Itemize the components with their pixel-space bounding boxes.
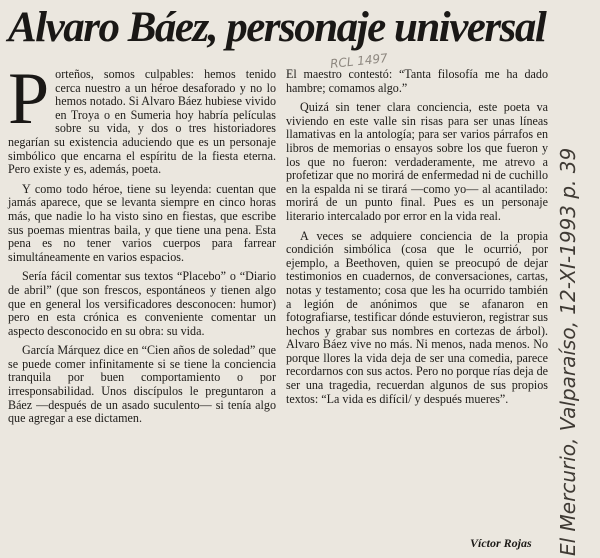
paragraph: Y como todo héroe, tiene su leyenda: cuentan que jamás aparece, que se levanta siempre en cinco horas más, que nadie lo ha visto sino en fiestas, que escribe sus poemas mientras baila, y que tiene una pena. Esta pena es no tener varios cuerpos para farrear simultáneamente en varios espacios. [8, 181, 276, 264]
author-byline: Víctor Rojas [470, 536, 532, 550]
headline: Alvaro Báez, personaje universal [8, 4, 546, 51]
paragraph: A veces se adquiere conciencia de la propia condición simbólica (cosa que le ocurrió, por ejemplo, a Beethoven, quien se preocupó de dejar testimonios en cuadernos, de conversaciones, cartas, notas y testamento; cosa que les ha ocurrido también a legión de anónimos que se afanaron en fotografiarse, testificar dónde estuvieron, registrar sus hechos y grabar sus nombres en cortezas de árbol). Alvaro Báez vive no más. Ni menos, nada menos. No porque llores la vida deja de ser una comedia, parece recordarnos con sus actos. Pero no porque rías deja de ser una tragedia, recuerdan algunos de sus propios textos: “La vida es difícil/ y después mueres”. [286, 228, 548, 406]
catalog-mark: RCL 1497 [329, 51, 389, 71]
handwritten-source-note: El Mercurio, Valparaíso, 12-XI-1993 p. 39 [556, 147, 580, 556]
drop-cap: P [8, 58, 50, 140]
paragraph: Sería fácil comentar sus textos “Placebo” o “Diario de abril” (que son frescos, espontáneos y tienen algo que en general los versificadores desconocen: humor) pero en esta crónica es conveniente comentar un aspecto desconocido en su obra: su vida. [8, 269, 276, 338]
paragraph [8, 58, 276, 177]
left-column [8, 58, 276, 432]
paragraph: El maestro contestó: “Tanta filosofía me ha dado hambre; comamos algo.” [286, 67, 548, 95]
right-column [286, 68, 548, 412]
paragraph: Quizá sin tener clara conciencia, este poeta va viviendo en este valle sin risas para ser unas líneas llamativas en la antología; para ser varios párrafos en libros de memorias o ensayos sobre los que fueron y los que no fueron: verdaderamente, me atrevo a profetizar que no morirá de enfermedad ni de cuchillo en la espalda ni se tirará —como yo— al acantilado: morirá de un punto final. Pues es un personaje literario intercalado por error en la vida real. [286, 100, 548, 223]
paragraph: García Márquez dice en “Cien años de soledad” que se puede comer infinitamente si se tiene la conciencia tranquila por buen comportamiento o por irresponsabilidad. Unos discípulos le preguntaron a Báez —después de un asado suculento— si tenía algo que agregar a ese dictamen. [8, 343, 276, 426]
paragraph-text: orteños, somos culpables: hemos tenido cerca nuestro a un héroe desaforado y no lo hemos notado. Si Alvaro Báez hubiese vivido en Troya o en Sumeria hoy habría películas sobre su vida, y dos o tres historiadores negarían su existencia aduciendo que es un personaje simbólico que encarna el espíritu de la fiesta eterna. Pero existe y es, además, poeta. [8, 67, 276, 177]
